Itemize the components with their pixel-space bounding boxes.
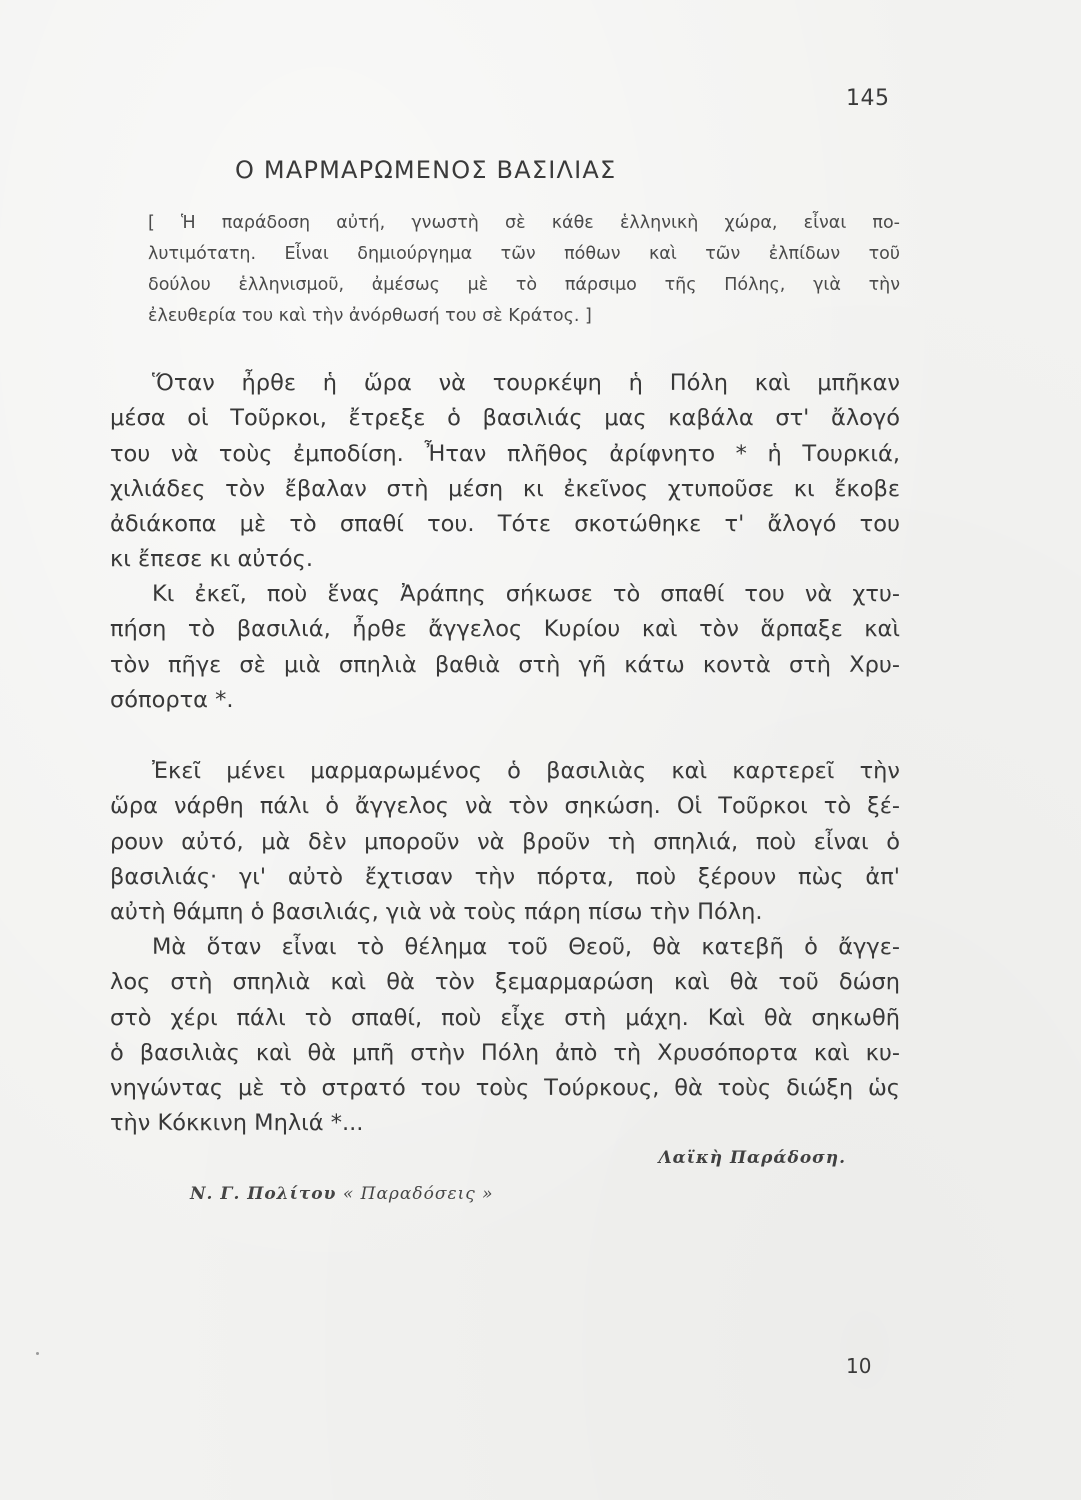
source-citation <box>190 1184 494 1204</box>
paragraph-line: του νὰ τοὺς ἐμποδίση. Ἦταν πλῆθος ἀρίφνητο * ἡ Τουρκιά, <box>110 440 900 467</box>
intro-note <box>148 208 900 332</box>
paragraph-line: ὥρα νάρθη πάλι ὁ ἄγγελος νὰ τὸν σηκώση. Οἱ Τοῦρκοι τὸ ξέ- <box>110 793 900 820</box>
signature: Λαϊκὴ Παράδοση. <box>658 1148 846 1168</box>
paragraph-line: Ἐκεῖ μένει μαρμαρωμένος ὁ βασιλιὰς καὶ καρτερεῖ τὴν <box>152 758 900 784</box>
paragraph-line: λος στὴ σπηλιὰ καὶ θὰ τὸν ξεμαρμαρώση καὶ θὰ τοῦ δώση <box>110 969 900 996</box>
paragraph-line: τὸν πῆγε σὲ μιὰ σπηλιὰ βαθιὰ στὴ γῆ κάτω κοντὰ στὴ Χρυ- <box>110 651 900 678</box>
intro-line: ἐλευθερία του καὶ τὴν ἀνόρθωσή του σὲ Κράτος. ] <box>148 306 592 326</box>
source-author: Ν. Γ. Πολίτου <box>190 1184 337 1204</box>
paragraph-line: στὸ χέρι πάλι τὸ σπαθί, ποὺ εἶχε στὴ μάχη. Καὶ θὰ σηκωθῆ <box>110 1004 900 1031</box>
paragraph-line: μέσα οἱ Τοῦρκοι, ἔτρεξε ὁ βασιλιάς μας καβάλα στ' ἄλογό <box>110 405 900 432</box>
paragraph-line: ὁ βασιλιὰς καὶ θὰ μπῆ στὴν Πόλη ἀπὸ τὴ Χρυσόπορτα καὶ κυ- <box>110 1039 900 1066</box>
paragraph-line: Κι ἐκεῖ, ποὺ ἕνας Ἀράπης σήκωσε τὸ σπαθί του νὰ χτυ- <box>152 581 900 607</box>
paragraph-1 <box>110 366 900 578</box>
paragraph-line: χιλιάδες τὸν ἔβαλαν στὴ μέση κι ἐκεῖνος χτυποῦσε κι ἔκοβε <box>110 475 900 502</box>
paragraph-line: βασιλιάς· γι' αὐτὸ ἔχτισαν τὴν πόρτα, ποὺ ξέρουν πὼς ἀπ' <box>110 863 900 890</box>
paragraph-line: Ὅταν ἦρθε ἡ ὥρα νὰ τουρκέψη ἡ Πόλη καὶ μπῆκαν <box>152 370 900 396</box>
intro-line: λυτιμότατη. Εἶναι δημιούργημα τῶν πόθων καὶ τῶν ἐλπίδων τοῦ <box>148 244 900 264</box>
paragraph-3 <box>110 754 900 930</box>
intro-line: [ Ἡ παράδοση αὐτή, γνωστὴ σὲ κάθε ἑλληνικὴ χώρα, εἶναι πο- <box>148 213 900 233</box>
paragraph-line: κι ἔπεσε κι αὐτός. <box>110 546 314 573</box>
page-title: Ο ΜΑΡΜΑΡΩΜΕΝΟΣ ΒΑΣΙΛΙΑΣ <box>235 156 617 184</box>
paragraph-line: πήση τὸ βασιλιά, ἦρθε ἄγγελος Κυρίου καὶ τὸν ἅρπαξε καὶ <box>110 616 900 643</box>
paragraph-line: νηγώντας μὲ τὸ στρατό του τοὺς Τούρκους, θὰ τοὺς διώξη ὡς <box>110 1075 900 1102</box>
paper-speck <box>36 1352 39 1355</box>
source-work: « Παραδόσεις » <box>342 1184 494 1204</box>
paragraph-line: ρουν αὐτό, μὰ δὲν μποροῦν νὰ βροῦν τὴ σπηλιά, ποὺ εἶναι ὁ <box>110 828 900 855</box>
paragraph-4 <box>110 930 900 1142</box>
paragraph-2 <box>110 577 900 718</box>
paragraph-line: Μὰ ὅταν εἶναι τὸ θέλημα τοῦ Θεοῦ, θὰ κατεβῆ ὁ ἄγγε- <box>152 934 900 960</box>
paragraph-line: αὐτὴ θάμπη ὁ βασιλιάς, γιὰ νὰ τοὺς πάρη πίσω τὴν Πόλη. <box>110 899 763 926</box>
page-number: 145 <box>846 86 890 111</box>
intro-line: δούλου ἑλληνισμοῦ, ἀμέσως μὲ τὸ πάρσιμο τῆς Πόλης, γιὰ τὴν <box>148 275 900 295</box>
paragraph-line: σόπορτα *. <box>110 686 234 713</box>
paragraph-line: ἀδιάκοπα μὲ τὸ σπαθί του. Τότε σκοτώθηκε τ' ἄλογό του <box>110 511 900 538</box>
sheet-number: 10 <box>846 1354 872 1378</box>
paragraph-line: τὴν Κόκκινη Μηλιά *... <box>110 1110 364 1137</box>
